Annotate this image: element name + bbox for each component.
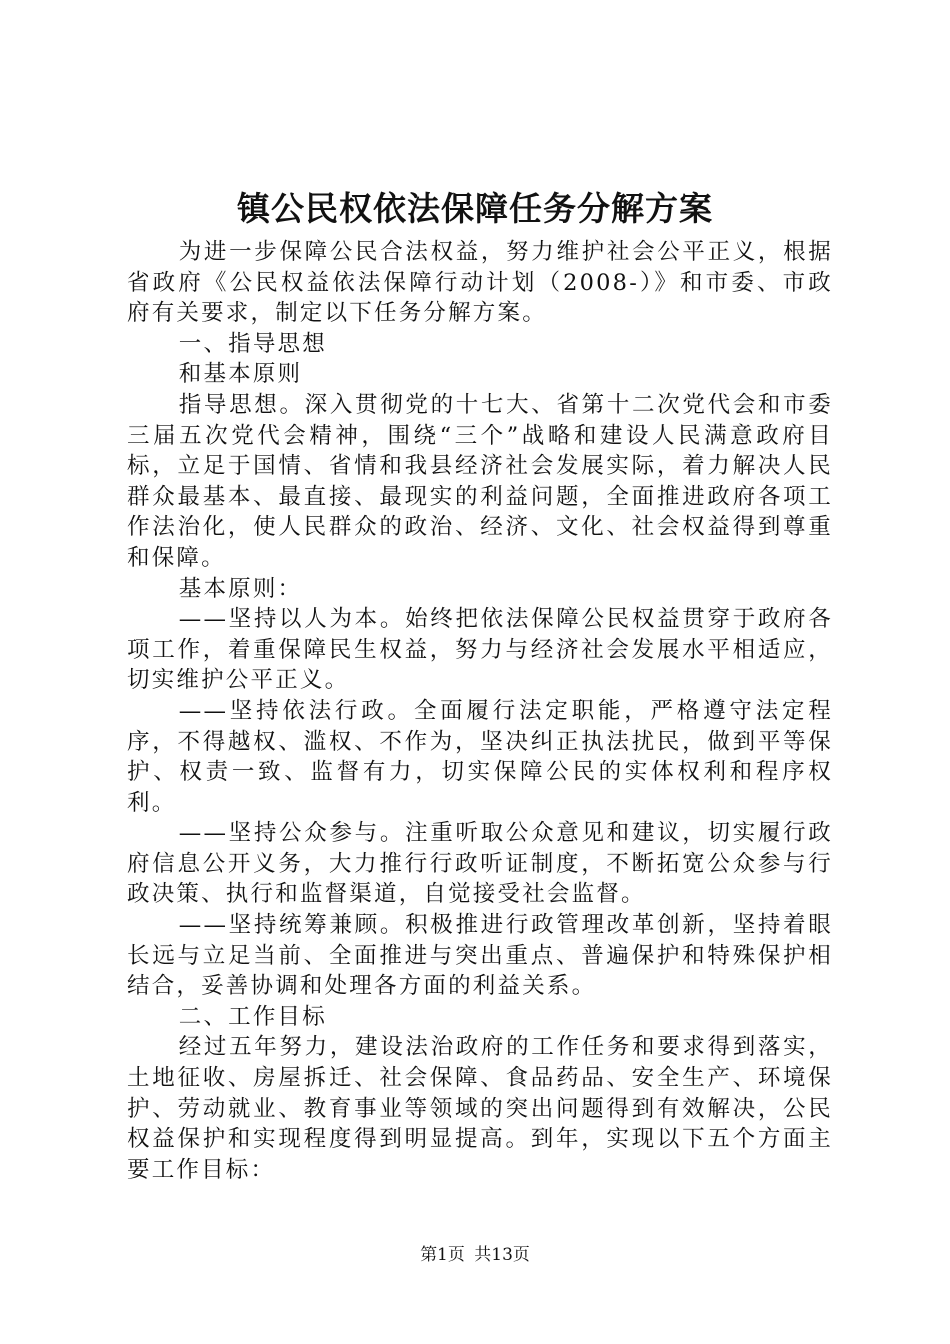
page-number: 第1页 bbox=[420, 1245, 465, 1265]
section-heading-2: 二、工作目标 bbox=[178, 1003, 327, 1030]
paragraph-guiding-thought: 指导思想。深入贯彻党的十七大、省第十二次党代会和市委三届五次党代会精神，围绕“三个”战略和建设人民满意政府目标，立足于国情、省情和我县经济社会发展实际，着力解决人民群众最基本、最直接、最现实的利益问题，全面推进政府各项工作法治化，使人民群众的政治、经济、文化、社会权益得到尊重和保障。 bbox=[127, 391, 833, 571]
paragraph-principle-overall: ——坚持统筹兼顾。积极推进行政管理改革创新，坚持着眼长远与立足当前、全面推进与突出重点、普遍保护和特殊保护相结合，妥善协调和处理各方面的利益关系。 bbox=[127, 912, 833, 1000]
paragraph-principle-law: ——坚持依法行政。全面履行法定职能，严格遵守法定程序，不得越权、滥权、不作为，坚决纠正执法扰民，做到平等保护、权责一致、监督有力，切实保障公民的实体权利和程序权利。 bbox=[127, 697, 833, 816]
paragraph-intro: 为进一步保障公民合法权益，努力维护社会公平正义，根据省政府《公民权益依法保障行动计划（2008-）》和市委、市政府有关要求，制定以下任务分解方案。 bbox=[127, 239, 833, 327]
page-total: 共13页 bbox=[474, 1245, 530, 1265]
section-heading-1-cont: 和基本原则 bbox=[178, 361, 303, 388]
paragraph-basic-principles-label: 基本原则： bbox=[178, 575, 303, 602]
section-heading-1: 一、指导思想 bbox=[178, 330, 327, 357]
page-footer bbox=[0, 1243, 950, 1267]
document-title: 镇公民权依法保障任务分解方案 bbox=[237, 189, 713, 228]
paragraph-principle-participation: ——坚持公众参与。注重听取公众意见和建议，切实履行政府信息公开义务，大力推行行政听证制度，不断拓宽公众参与行政决策、执行和监督渠道，自觉接受社会监督。 bbox=[127, 820, 833, 908]
document-body bbox=[127, 237, 833, 1185]
paragraph-goals: 经过五年努力，建设法治政府的工作任务和要求得到落实，土地征收、房屋拆迁、社会保障、食品药品、安全生产、环境保护、劳动就业、教育事业等领域的突出问题得到有效解决，公民权益保护和实现程度得到明显提高。到年，实现以下五个方面主要工作目标： bbox=[127, 1034, 833, 1183]
paragraph-principle-people: ——坚持以人为本。始终把依法保障公民权益贯穿于政府各项工作，着重保障民生权益，努力与经济社会发展水平相适应，切实维护公平正义。 bbox=[127, 606, 833, 694]
